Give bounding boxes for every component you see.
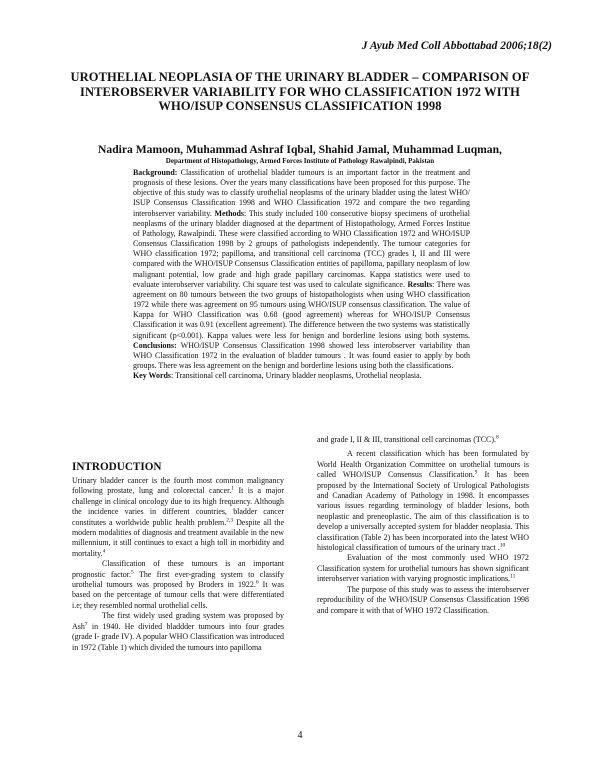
page-number: 4 — [297, 730, 303, 741]
abstract-results-text: : There was agreement on 80 tumours between the two groups of histopathologists when using WHO classification 1972 while there was agreement on 95 tumours using WHO/ISUP consensus classification. The value of Kappa for WHO Classification was 0.68 (good agreement) whereas for WHO/ISUP Consensus Classification it was 0.91 (excellent agreement). The difference between the two systems was statistically significant (p<0.001). Kappa values were less for benign and borderline lesions using both systems. — [133, 279, 471, 340]
intro-paragraph-1: Urinary bladder cancer is the fourth most common malignancy following prostate, lung and colorectal cancer.$^1$ It is a major challenge in clinical oncology due to its high frequency. Although the incidence varies in different countries, bladder cancer constitutes a worldwide public health problem.$^{2,3}$ Despite all the modern modalities of diagnosis and treatment available in the new millennium, it still continues to exact a high toll in morbidity and mortality.$^4$ — [72, 476, 284, 558]
abstract-background-label: Background: — [133, 168, 178, 177]
journal-citation: J Ayub Med Coll Abbottabad 2006;18(2) — [361, 40, 552, 52]
left-column — [72, 460, 284, 653]
abstract-background-text: Classification of urothelial bladder tumours is an important factor in the treatment and prognosis of these lesions. Over the years many classifications have been proposed for this purpose. The objective of this study was to classify urothelial neoplasms of the urinary bladder using the latest WHO/ ISUP Consensus Classification 1998 and WHO Classification 1972 and compare the two regarding interobserver variability. — [133, 168, 470, 218]
intro-paragraph-5: Evaluation of the most commonly used WHO 1972 Classification system for urothelial tumours has shown significant interobserver variation with varying prognostic implications.$^{11}$ — [317, 553, 529, 584]
abstract-keywords-label: Key Words — [133, 371, 172, 381]
abstract — [133, 168, 470, 381]
abstract-methods-text: : This study included 100 consecutive biopsy specimens of urothelial neoplasms of the urinary bladder diagnosed at the department of Histopathology, Armed Forces Institue of Pathology, Rawalpindi. These were classified according to WHO Classification 1972 and WHO/ISUP Consensus Classification 1998 by 2 groups of pathologists independently. The tumour categories for WHO classification 1972; papilloma, and transitional cell carcinoma (TCC) grades I, II and III were compared with the WHO/ISUP Consensus Classification entities of papilloma, papillary neoplasm of low malignant potential, low grade and high grade papillary carcinomas. Kappa statistics were used to evaluate interobserver variability. Chi square test was used to calculate significance. — [133, 208, 471, 289]
author-affiliation: Department of Histopathology, Armed Forces Institute of Pathology Rawalpindi, Pakistan — [165, 157, 435, 165]
intro-paragraph-3-continued: and grade I, II & III, transitional cell carcinomas (TCC).$^8$ — [317, 434, 499, 444]
intro-paragraph-2: Classification of these tumours is an important prognostic factor.$^5$ The first ever-grading system to classify urothelial tumours was proposed by Broders in 1922.$^6$ It was based on the percentage of tumour cells that were differentiated i.e; they resembled normal urothelial cells. — [72, 559, 284, 610]
abstract-keywords-text: : Transitional cell carcinoma, Urinary bladder neoplasms, Urothelial neoplasia. — [171, 371, 422, 381]
intro-paragraph-3: The first widely used grading system was proposed by Ash$^7$ in 1940. He divided bladdder tumours into four grades (grade I- grade IV). A popular WHO Classification was introduced in 1972 (Table 1) which divided the tumours into papilloma — [72, 611, 284, 652]
introduction-heading: INTRODUCTION — [72, 461, 162, 473]
abstract-conclusions-text: WHO/ISUP Consensus Classification 1998 showed less interobserver variability than WHO Classification 1972 in the evaluation of bladder tumours . It was found easier to apply by both groups. There was less agreement on the benign and borderline lesions using both the classifications. — [133, 340, 470, 370]
intro-paragraph-6: The purpose of this study was to assess the interobserver reproducibility of the WHO/ISUP Consensus Classification 1998 and compare it with that of WHO 1972 Classification. — [317, 584, 529, 615]
author-list: Nadira Mamoon, Muhammad Ashraf Iqbal, Shahid Jamal, Muhammad Luqman, — [98, 143, 502, 156]
right-column — [317, 435, 529, 616]
article-title: UROTHELIAL NEOPLASIA OF THE URINARY BLADDER – COMPARISON OF INTEROBSERVER VARIABILITY FOR WHO CLASSIFICATION 1972 WITH WHO/ISUP CONSENSUS CLASSIFICATION 1998 — [70, 70, 530, 114]
abstract-conclusions-label: Conclusions: — [133, 340, 177, 350]
intro-paragraph-4: A recent classification which has been formulated by World Health Organization Committee on urothelial tumours is called WHO/ISUP Consensus Classification.$^9$ It has been proposed by the International Society of Urological Pathologists and Canadian Academy of Pathology in 1998. It encompasses various issues regarding terminology of bladder lesions, both neoplastic and preneoplastic. The aim of this classification is to develop a universally accepted system for bladder neoplasia. This classification (Table 2) has been incorporated into the latest WHO histological classification of tumours of the urinary tract .$^{10}$ — [317, 449, 529, 553]
abstract-methods-label: Methods — [214, 208, 245, 218]
abstract-results-label: Results — [407, 279, 433, 289]
